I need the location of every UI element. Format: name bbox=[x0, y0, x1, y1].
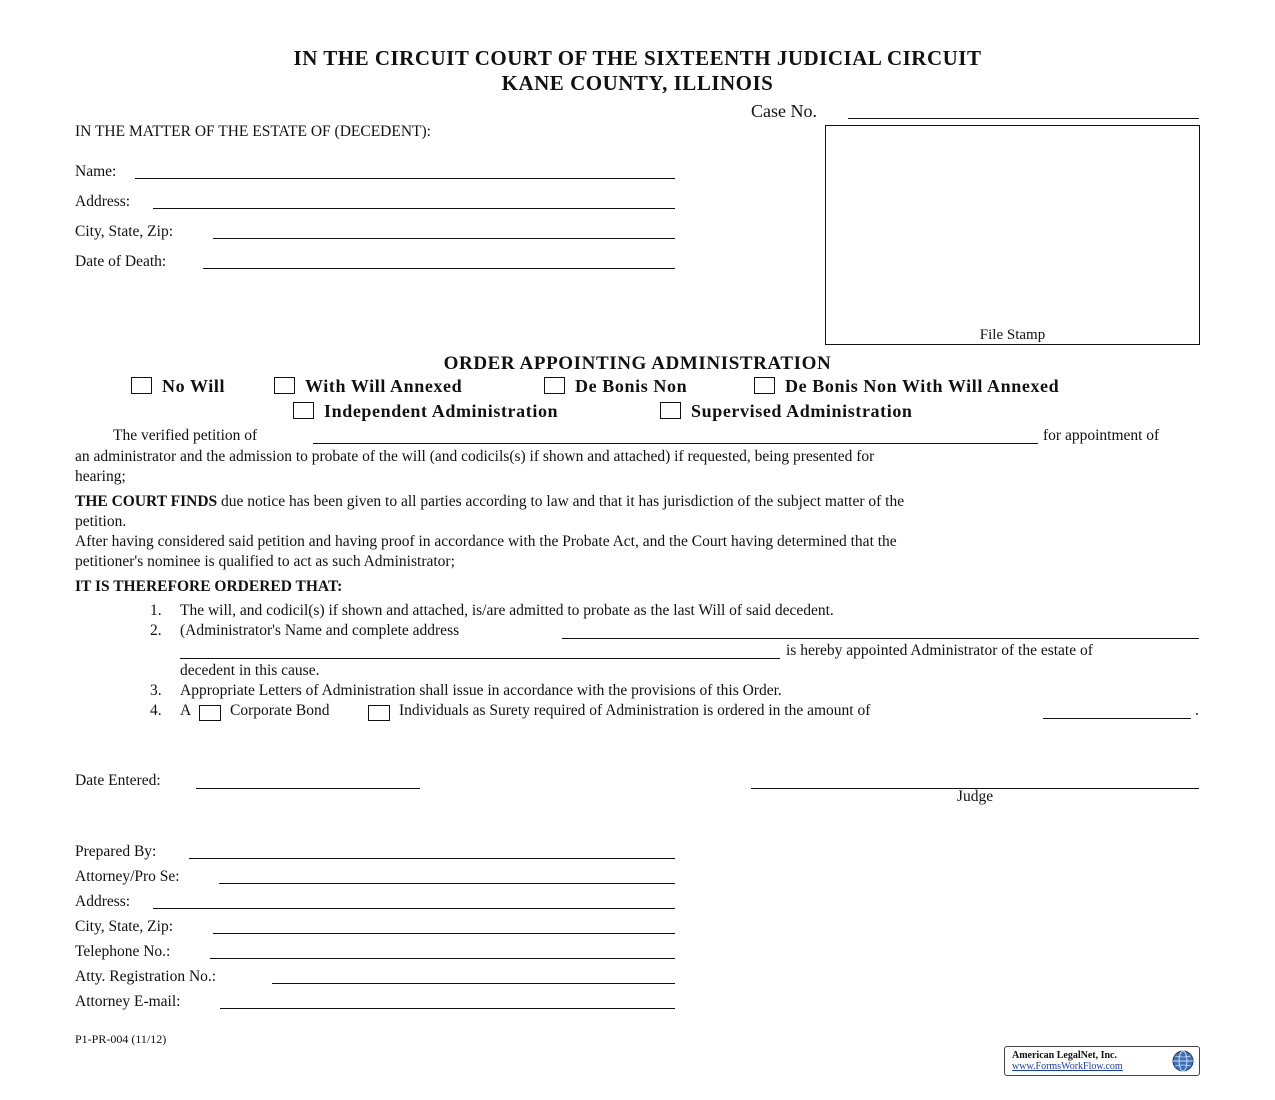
item-2-text: (Administrator's Name and complete address bbox=[180, 622, 460, 639]
county-title: KANE COUNTY, ILLINOIS bbox=[501, 71, 774, 95]
checkbox-with-will-annexed[interactable] bbox=[274, 377, 295, 394]
petition-prefix: The verified petition of bbox=[113, 427, 258, 444]
judge-label: Judge bbox=[956, 788, 994, 805]
checkbox-independent-administration[interactable] bbox=[293, 402, 314, 419]
date-of-death-label: Date of Death: bbox=[75, 253, 167, 270]
form-code: P1-PR-004 (11/12) bbox=[75, 1032, 167, 1046]
administrator-address-field[interactable] bbox=[180, 658, 780, 659]
item-2-appointed-text: is hereby appointed Administrator of the estate of bbox=[786, 642, 1093, 659]
decedent-name-field[interactable] bbox=[135, 178, 675, 179]
attorney-label: Attorney/Pro Se: bbox=[75, 868, 180, 885]
item-4-prefix: A bbox=[180, 702, 192, 719]
administrator-name-field[interactable] bbox=[562, 638, 1199, 639]
telephone-field[interactable] bbox=[210, 958, 675, 959]
item-4-number: 4. bbox=[150, 702, 162, 719]
date-entered-field[interactable] bbox=[196, 788, 420, 789]
decedent-city-field[interactable] bbox=[213, 238, 675, 239]
item-2-cause-text: decedent in this cause. bbox=[180, 662, 320, 679]
checkbox-corporate-bond[interactable] bbox=[199, 705, 221, 721]
attorney-city-field[interactable] bbox=[213, 933, 675, 934]
order-title: ORDER APPOINTING ADMINISTRATION bbox=[443, 353, 832, 374]
option-independent-administration[interactable]: Independent Administration bbox=[293, 401, 558, 422]
court-finds-line-2: petition. bbox=[75, 513, 127, 530]
date-of-death-field[interactable] bbox=[203, 268, 675, 269]
attorney-city-label: City, State, Zip: bbox=[75, 918, 174, 935]
checkbox-individual-surety[interactable] bbox=[368, 705, 390, 721]
item-4-period: . bbox=[1195, 702, 1199, 719]
petition-line-2: an administrator and the admission to probate of the will (and codicils(s) if shown and attached) if requested, being presented for bbox=[75, 448, 875, 465]
registration-label: Atty. Registration No.: bbox=[75, 968, 217, 985]
checkbox-no-will[interactable] bbox=[131, 377, 152, 394]
option-de-bonis-non[interactable]: De Bonis Non bbox=[544, 376, 687, 397]
globe-icon bbox=[1171, 1049, 1195, 1073]
decedent-city-label: City, State, Zip: bbox=[75, 223, 174, 240]
case-no-field[interactable] bbox=[848, 118, 1199, 119]
option-with-will-annexed[interactable]: With Will Annexed bbox=[274, 376, 462, 397]
estate-heading: IN THE MATTER OF THE ESTATE OF (DECEDENT): bbox=[75, 123, 431, 140]
item-1-number: 1. bbox=[150, 602, 162, 619]
decedent-name-label: Name: bbox=[75, 163, 117, 180]
corporate-bond-label: Corporate Bond bbox=[230, 702, 330, 719]
logo-company-name: American LegalNet, Inc. bbox=[1012, 1050, 1117, 1061]
option-no-will[interactable]: No Will bbox=[131, 376, 225, 397]
item-4-text: Individuals as Surety required of Administration is ordered in the amount of bbox=[399, 702, 871, 719]
prepared-by-label: Prepared By: bbox=[75, 843, 157, 860]
bond-amount-field[interactable] bbox=[1043, 718, 1191, 719]
petitioner-name-field[interactable] bbox=[313, 443, 1038, 444]
decedent-address-field[interactable] bbox=[153, 208, 675, 209]
logo-url: www.FormsWorkFlow.com bbox=[1012, 1061, 1123, 1072]
after-considered-line-2: petitioner's nominee is qualified to act as such Administrator; bbox=[75, 553, 455, 570]
item-2-number: 2. bbox=[150, 622, 162, 639]
date-entered-label: Date Entered: bbox=[75, 772, 161, 789]
telephone-label: Telephone No.: bbox=[75, 943, 171, 960]
court-finds-line: THE COURT FINDS due notice has been given to all parties according to law and that it has jurisdiction of the subject matter of the bbox=[75, 493, 905, 510]
case-no-label: Case No. bbox=[751, 101, 817, 121]
item-3-number: 3. bbox=[150, 682, 162, 699]
after-considered-line-1: After having considered said petition and having proof in accordance with the Probate Act, and the Court having determined that the bbox=[75, 533, 897, 550]
legalnet-logo[interactable] bbox=[1004, 1046, 1200, 1076]
attorney-email-label: Attorney E-mail: bbox=[75, 993, 181, 1010]
option-supervised-administration[interactable]: Supervised Administration bbox=[660, 401, 913, 422]
file-stamp-box bbox=[825, 125, 1200, 345]
decedent-address-label: Address: bbox=[75, 193, 131, 210]
item-1-text: The will, and codicil(s) if shown and attached, is/are admitted to probate as the last Will of said decedent. bbox=[180, 602, 834, 619]
checkbox-de-bonis-non-will-annexed[interactable] bbox=[754, 377, 775, 394]
attorney-field[interactable] bbox=[219, 883, 675, 884]
petition-suffix: for appointment of bbox=[1043, 427, 1160, 444]
option-de-bonis-non-will-annexed[interactable]: De Bonis Non With Will Annexed bbox=[754, 376, 1059, 397]
file-stamp-label: File Stamp bbox=[979, 327, 1046, 343]
prepared-by-field[interactable] bbox=[189, 858, 675, 859]
attorney-address-field[interactable] bbox=[153, 908, 675, 909]
attorney-email-field[interactable] bbox=[220, 1008, 675, 1009]
item-3-text: Appropriate Letters of Administration shall issue in accordance with the provisions of this Order. bbox=[180, 682, 782, 699]
checkbox-supervised-administration[interactable] bbox=[660, 402, 681, 419]
attorney-address-label: Address: bbox=[75, 893, 131, 910]
checkbox-de-bonis-non[interactable] bbox=[544, 377, 565, 394]
court-title: IN THE CIRCUIT COURT OF THE SIXTEENTH JUDICIAL CIRCUIT bbox=[293, 46, 982, 70]
registration-field[interactable] bbox=[272, 983, 675, 984]
ordered-heading: IT IS THEREFORE ORDERED THAT: bbox=[75, 578, 343, 595]
petition-line-3: hearing; bbox=[75, 468, 126, 485]
